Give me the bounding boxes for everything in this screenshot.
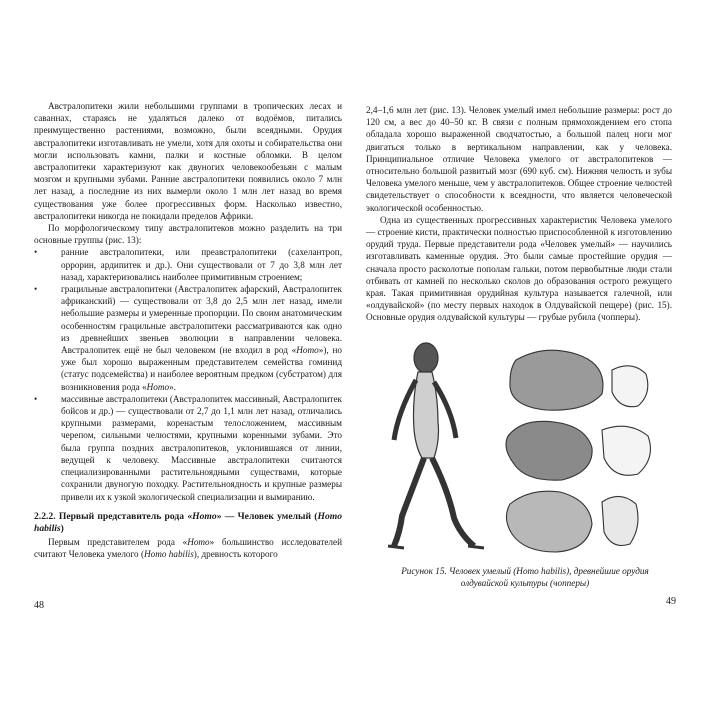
left-page-text [34, 100, 342, 560]
groups-list [34, 246, 342, 502]
figure-homo-habilis-tools [376, 340, 676, 558]
paragraph-groups-intro: По морфологическому типу австралопитеков можно разделить на три основные группы (рис. 13): [34, 223, 342, 246]
paragraph-homo-habilis-intro: Первым представителем рода «Homo» большинство исследователей считают Человека умелого (Homo habilis), древность которого [34, 536, 343, 560]
paragraph-australopithecus-lifestyle: Австралопитеки жили небольшими группами в тропических лесах и саваннах, стараясь не удаляться далеко от водоёмов, питались преимущественно растениями, возможно, были всеядными. Орудия австралопитеки изготавливать не умели, хотя для охоты и собирательства они могли использовать камни, палки и костные обломки. В целом австралопитеки характеризуют как двуногих человекообезьян с малым мозгом и крупными зубами. Ранние австралопитеки появились около 7 млн лет назад, а последние из них вымерли около 1 млн лет назад во время существования уже более прогрессивных форм. Насколько известно, австралопитеки никогда не покидали пределов Африки. [34, 101, 342, 221]
figure-caption: Рисунок 15. Человек умелый (Homo habilis), древнейшие орудия олдувайской культуры (чопперы) [401, 566, 649, 588]
paragraph-tools: Одна из существенных прогрессивных характеристик Человека умелого — строение кисти, практически полностью приспособленной к изготовлению орудий труда. Первые представители рода «Человек умелый» — научились изготавливать каменные орудия. Это были самые простейшие орудия — сначала просто расколотые пополам гальки, потом первобытные люди стали отбивать от камней по несколько сколов до образования острого режущего края. Такая примитивная орудийная культура называется галечной, или «олдувайской» (по месту первых находок в Олдувайской пещере) (рис. 15). Основные орудия олдувайской культуры — грубые рубила (чопперы). [366, 214, 673, 323]
chopper-tool-1 [510, 350, 648, 410]
page-number-right: 49 [666, 596, 676, 607]
page-number-left: 48 [34, 600, 44, 611]
chopper-tool-3 [506, 491, 638, 552]
list-item-gracile: • грацильные австралопитеки (Австралопитек афарский, Австралопитек африканский) — существовали от 3,8 до 2,5 млн лет назад, имели небольшие размеры и умеренные пропорции. По своим анатомическим особенностям грацильные австралопитеки рассматриваются как одно из древнейших звеньев эволюции в направлении человека. Австралопитек ещё не был человеком (не входил в род «Homo»), но уже был хорошо выраженным представителем семейства гоминид (статус подсемейства) и наиболее вероятным предком (субстратом) для возникновения рода «Homo». [34, 283, 342, 393]
right-page-text [366, 104, 672, 324]
section-heading: 2.2.2. Первый представитель рода «Homo» — Человек умелый (Homo habilis) [34, 510, 343, 535]
list-item-robust: • массивные австралопитеки (Австралопитек массивный, Австралопитек бойсов и др.) — существовали от 2,7 до 1,1 млн лет назад, отличались крупными размерами, коренастым телосложением, массивным черепом, сильными челюстями, крупными коренными зубами. Это была группа поздних австралопитеков, уклонившаяся от линии, ведущей к человеку. Массивные австралопитеки считаются специализированными растительноядными существами, которые сохранили двуногую походку. Растительноядность и крупные размеры привели их к узкой экологической специализации и вымиранию. [34, 393, 342, 503]
chopper-tool-2 [506, 421, 650, 480]
homo-habilis-illustration [388, 343, 484, 548]
list-item-early: • ранние австралопитеки, или преавстралопитеки (сахелантроп, оррорин, ардипитек и др.). Они существовали от 7 до 3,8 млн лет назад, характеризовались наиболее примитивным строением; [34, 246, 342, 283]
paragraph-homo-habilis-description: 2,4–1,6 млн лет (рис. 13). Человек умелый имел небольшие размеры: рост до 120 см, а вес до 40–50 кг. В связи с полным прямохождением его стопа обладала хорошо выраженной сводчатостью, а большой палец ноги мог двигаться только в вертикальном направлении, как у человека. Принципиальное отличие Человека умелого от австралопитеков — относительно большой развитый мозг (690 куб. см). Нижняя челюсть и зубы Человека умелого меньше, чем у австралопитеков. Общее строение челюстей свидетельствует о способности к всеядности, что является человеческой экологической особенностью. [366, 105, 672, 213]
